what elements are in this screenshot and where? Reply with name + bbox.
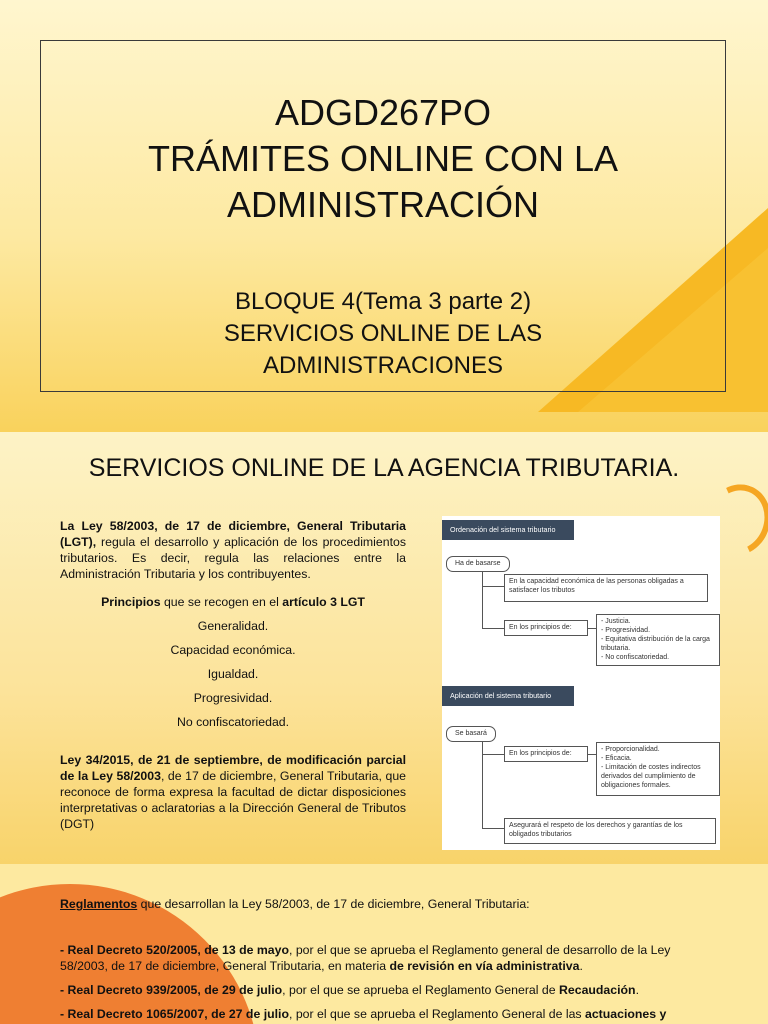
principle-item: Progresividad. (193, 691, 273, 705)
principle-item: No confiscatoriedad. (176, 715, 290, 729)
lgt-text (60, 518, 406, 832)
reglamentos-intro: Reglamentos que desarrollan la Ley 58/2003, de 17 de diciembre, General Tributaria: (60, 897, 530, 911)
block-subtitle: BLOQUE 4(Tema 3 parte 2) SERVICIOS ONLINE DE LAS ADMINISTRACIONES (223, 288, 543, 379)
diagram-box-proporcionalidad: - Proporcionalidad. - Eficacia. - Limitación de costes indirectos derivados del cumplimiento de obligaciones formales. (596, 742, 720, 796)
diagram-box-principios-2: En los principios de: (504, 746, 588, 762)
principle-item: Capacidad económica. (170, 643, 296, 657)
slide-title: SERVICIOS ONLINE DE LA AGENCIA TRIBUTARIA. (88, 454, 680, 482)
lgt-paragraph: La Ley 58/2003, de 17 de diciembre, General Tributaria (LGT), regula el desarrollo y aplicación de los procedimientos tributarios. Es decir, regula las relaciones entre la Administración Tributaria y los contribuyentes. (60, 519, 406, 581)
principle-item: Generalidad. (197, 619, 269, 633)
ley-paragraph: Ley 34/2015, de 21 de septiembre, de modificación parcial de la Ley 58/2003, de 17 de diciembre, General Tributaria, que reconoce de forma expresa la facultad de dictar disposiciones interpretativas o aclaratorias a la Dirección General de Tributos (DGT) (60, 753, 406, 831)
connector (482, 754, 504, 755)
reglamentos-text (60, 896, 710, 1022)
diagram-header-ordenacion: Ordenación del sistema tributario (442, 520, 574, 540)
diagram-header-aplicacion: Aplicación del sistema tributario (442, 686, 574, 706)
diagram-box-derechos: Asegurará el respeto de los derechos y garantías de los obligados tributarios (504, 818, 716, 844)
diagram-pill-basarse: Ha de basarse (446, 556, 510, 572)
reglamentos-slide (0, 864, 768, 1024)
connector (482, 828, 504, 829)
course-title: ADGD267PO TRÁMITES ONLINE CON LA ADMINISTRACIÓN (147, 92, 619, 225)
title-slide (0, 0, 768, 432)
connector (482, 628, 504, 629)
reglamento-item: - Real Decreto 520/2005, de 13 de mayo, por el que se aprueba el Reglamento general de desarrollo de la Ley 58/2003, de 17 de diciembre, General Tributaria, en materia de revisión en vía administrativa. (60, 943, 671, 973)
connector (588, 628, 596, 629)
diagram-box-principios: En los principios de: (504, 620, 588, 636)
connector (588, 754, 596, 755)
principle-item: Igualdad. (207, 667, 259, 681)
reglamento-item: - Real Decreto 939/2005, de 29 de julio, por el que se aprueba el Reglamento General de Recaudación. (60, 983, 639, 997)
agency-slide (0, 432, 768, 864)
reglamento-item: - Real Decreto 1065/2007, de 27 de julio, por el que se aprueba el Reglamento General de las actuaciones y (60, 1007, 667, 1021)
diagram-box-justicia: - Justicia. - Progresividad. - Equitativa distribución de la carga tributaria. - No confiscatoriedad. (596, 614, 720, 666)
connector (482, 586, 504, 587)
tax-system-diagram (442, 516, 720, 850)
diagram-pill-basara: Se basará (446, 726, 496, 742)
diagram-box-capacidad: En la capacidad económica de las personas obligadas a satisfacer los tributos (504, 574, 708, 602)
principles-heading: Principios que se recogen en el artículo 3 LGT (101, 595, 365, 609)
connector (482, 571, 483, 628)
